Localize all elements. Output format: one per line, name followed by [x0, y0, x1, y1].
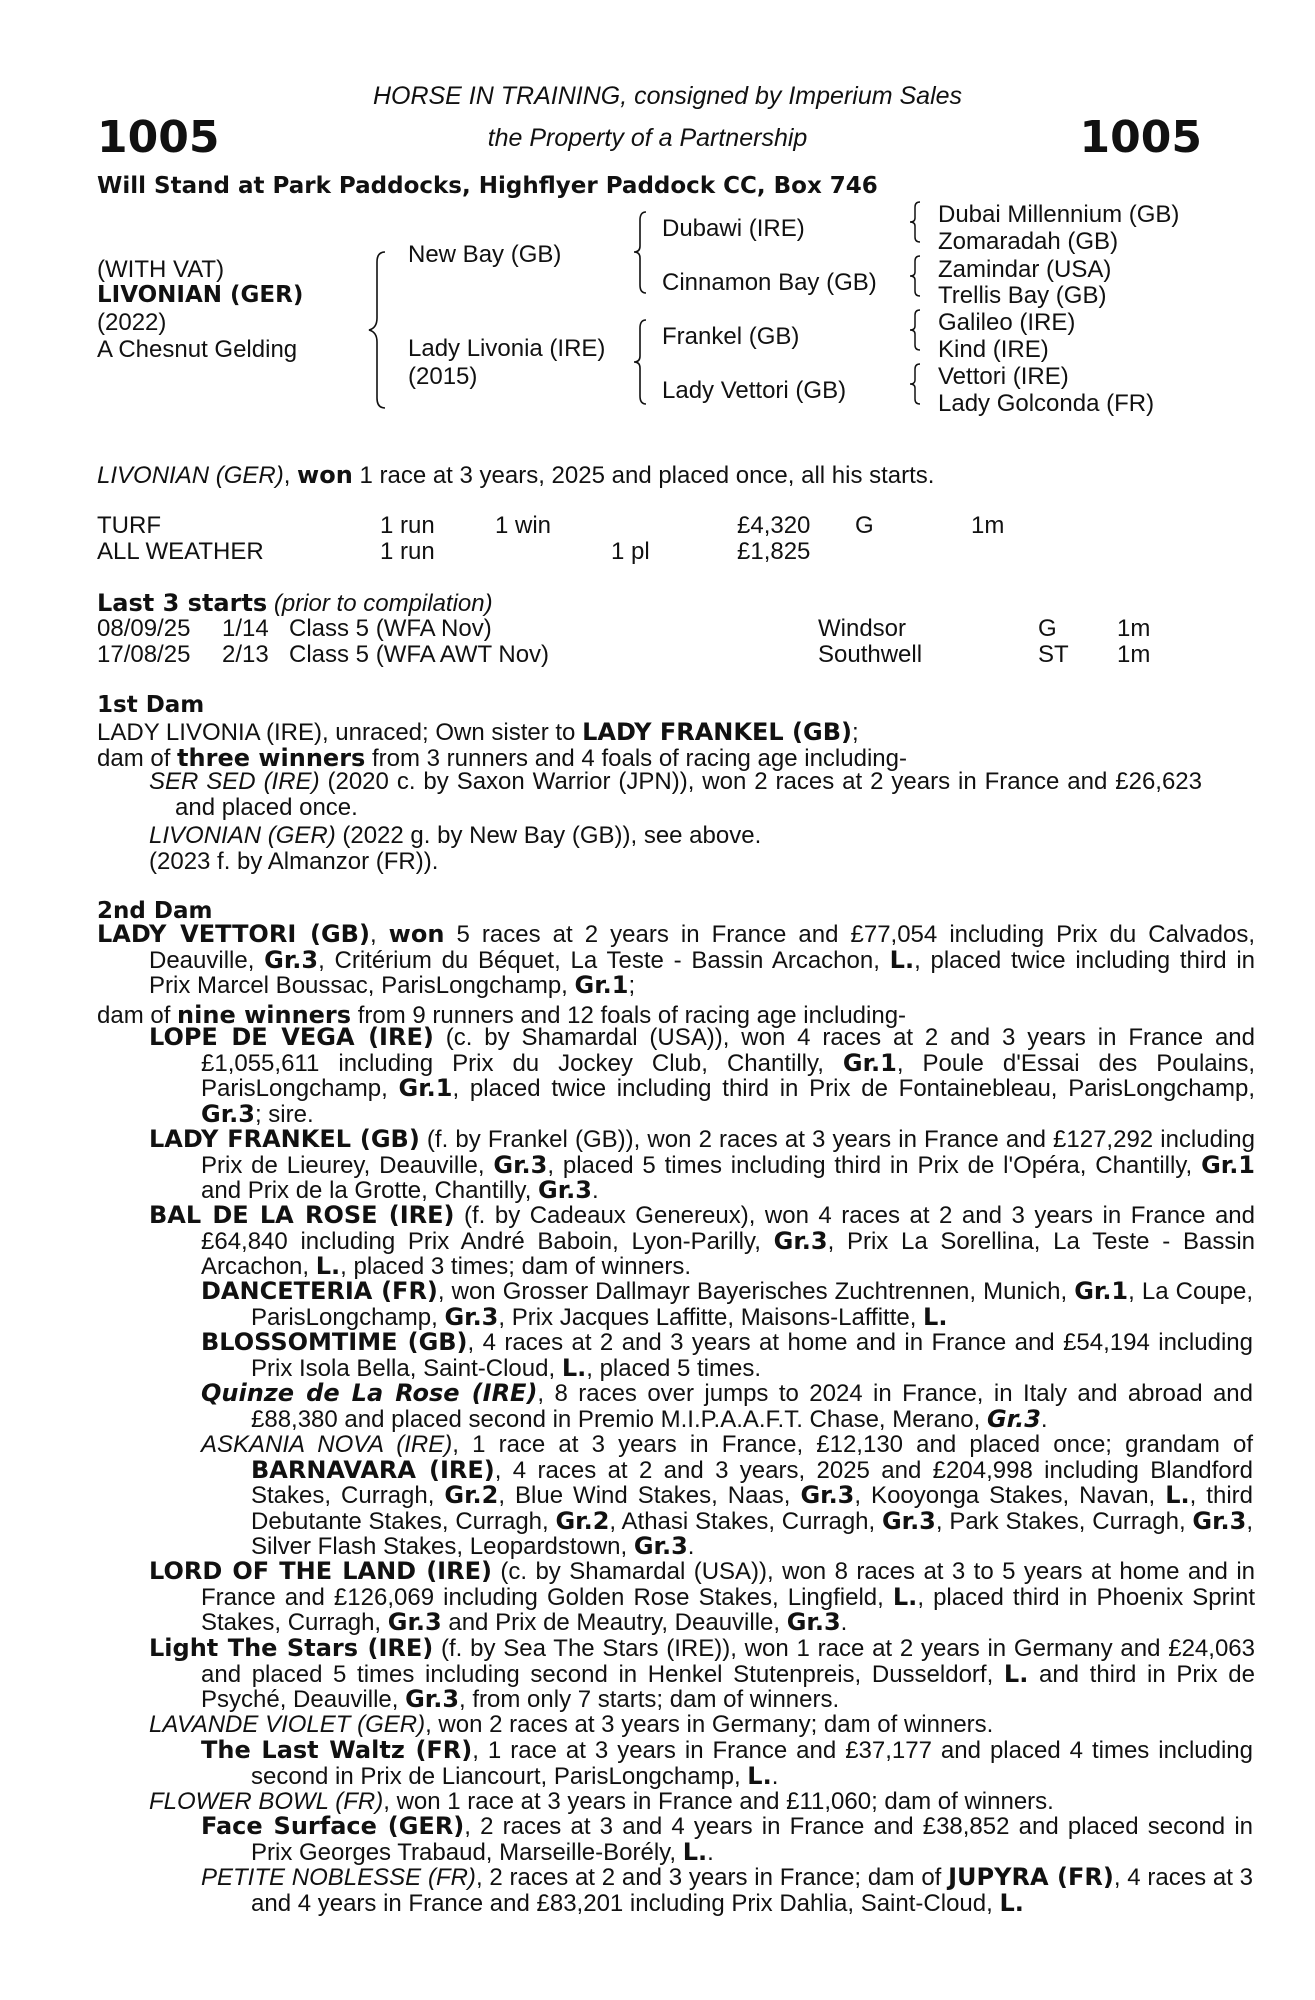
- start-distance: 1m: [1117, 615, 1151, 642]
- record-wins: 1 win: [495, 512, 552, 539]
- pedigree-g1: Dubai Millennium (GB): [938, 201, 1180, 228]
- first-dam-text: dam of: [97, 745, 178, 772]
- progeny-name: LORD OF THE LAND (IRE): [149, 1557, 492, 1585]
- grade: Gr.3: [800, 1481, 855, 1510]
- grade: L.: [561, 1353, 587, 1382]
- pedigree-dam-year: (2015): [408, 363, 478, 390]
- grade: Gr.2: [555, 1506, 610, 1535]
- pedigree-dam: Lady Livonia (IRE): [408, 335, 606, 362]
- last-starts-note: (prior to compilation): [273, 590, 493, 617]
- text: from 9 runners and 12 foals of racing age including-: [351, 1002, 907, 1029]
- text: , from only 7 starts; dam of winners.: [459, 1686, 840, 1714]
- first-dam-punct: ;: [851, 719, 859, 746]
- progeny-bal-de-la-rose: [149, 1203, 1255, 1280]
- start-position: 2/13: [222, 641, 269, 668]
- grade: L.: [889, 945, 915, 974]
- progeny-quinze-de-la-rose: [201, 1381, 1253, 1432]
- progeny-name: Light The Stars (IRE): [149, 1634, 434, 1662]
- grade: Gr.3: [773, 1226, 828, 1255]
- winners-count: nine winners: [177, 1001, 352, 1029]
- progeny-danceteria: [201, 1279, 1253, 1330]
- grade: Gr.3: [786, 1608, 841, 1637]
- second-dam-heading: 2nd Dam: [97, 898, 213, 924]
- grade: L.: [999, 1888, 1024, 1917]
- progeny-the-last-waltz: [201, 1738, 1253, 1789]
- summary-rest: 1 race at 3 years, 2025 and placed once, all his starts.: [352, 462, 935, 489]
- start-position: 1/14: [222, 615, 269, 642]
- progeny-lope-de-vega: [149, 1025, 1255, 1127]
- grade: Gr.1: [842, 1048, 897, 1077]
- pedigree-g4: Trellis Bay (GB): [938, 282, 1107, 309]
- location-line: Will Stand at Park Paddocks, Highflyer Paddock CC, Box 746: [97, 173, 878, 199]
- lot-number-left: 1005: [97, 112, 220, 163]
- grade: Gr.3: [264, 945, 319, 974]
- text: , third Debutante Stakes, Curragh,: [251, 1482, 1253, 1535]
- text: .: [707, 1838, 714, 1866]
- start-going: ST: [1038, 641, 1069, 668]
- text: , 8 races over jumps to 2024 in France, in Italy and abroad and £88,380 and placed second in Premio M.I.P.A.A.F.T. Chase, Merano,: [251, 1380, 1253, 1433]
- record-earnings: £1,825: [737, 538, 811, 565]
- dam-name: LADY VETTORI (GB): [97, 920, 370, 948]
- record-runs: 1 run: [380, 512, 435, 539]
- grade: Gr.3: [405, 1685, 460, 1714]
- text: (c. by Shamardal (USA)), won 8 races at 3 to 5 years at home and in France and £126,069 including Golden Rose Stakes, Lingfield,: [201, 1558, 1256, 1611]
- first-dam-winners: three winners: [177, 744, 366, 772]
- progeny-name: BAL DE LA ROSE (IRE): [149, 1201, 455, 1229]
- progeny-name: BLOSSOMTIME (GB): [201, 1328, 468, 1356]
- progeny-name: ASKANIA NOVA (IRE): [201, 1431, 453, 1458]
- progeny-2023: (2023 f. by Almanzor (FR)).: [149, 848, 439, 875]
- text: .: [687, 1533, 695, 1561]
- grade: Gr.3: [444, 1302, 499, 1331]
- pedigree-g6: Kind (IRE): [938, 336, 1049, 363]
- progeny-lady-frankel: [149, 1127, 1255, 1204]
- horse-year: (2022): [97, 309, 167, 336]
- progeny-lord-of-the-land: [149, 1559, 1255, 1636]
- progeny-name: LIVONIAN (GER): [149, 822, 336, 849]
- pedigree-sire-dam: Cinnamon Bay (GB): [662, 269, 877, 296]
- text: , Critérium du Béquet, La Teste - Bassin Arcachon,: [318, 946, 890, 974]
- pedigree-sire-sire: Dubawi (IRE): [662, 215, 805, 242]
- text: and Prix de la Grotte, Chantilly,: [201, 1177, 539, 1205]
- text: .: [771, 1762, 779, 1790]
- consignment-line: HORSE IN TRAINING, consigned by Imperium Sales: [372, 82, 963, 110]
- text: and Prix de Meautry, Deauville,: [441, 1609, 787, 1637]
- horse-name: LIVONIAN (GER): [97, 282, 304, 308]
- first-dam-text: from 3 runners and 4 foals of racing age including-: [365, 745, 907, 772]
- grade: Gr.3: [493, 1150, 548, 1179]
- text: , placed 5 times.: [586, 1354, 761, 1382]
- pedigree-g8: Lady Golconda (FR): [938, 390, 1155, 417]
- text: (f. by Cadeaux Genereux), won 4 races at 2 and 3 years in France and £64,840 including Prix André Baboin, Lyon-Parilly,: [201, 1202, 1255, 1255]
- pedigree-brace-main: [365, 250, 390, 410]
- pedigree-brace-dam: [630, 318, 650, 406]
- text: (f. by Frankel (GB)), won 2 races at 3 years in France and £127,292 including Prix de Lieurey, Deauville,: [201, 1126, 1255, 1179]
- text: and third in Prix de Psyché, Deauville,: [201, 1660, 1256, 1714]
- start-date: 17/08/25: [97, 641, 191, 668]
- grade: Gr.3: [633, 1532, 688, 1561]
- progeny-ser-sed: [149, 769, 1202, 820]
- start-date: 08/09/25: [97, 615, 191, 642]
- record-earnings: £4,320: [737, 512, 811, 539]
- text: , Athasi Stakes, Curragh,: [609, 1507, 882, 1535]
- record-runs: 1 run: [380, 538, 435, 565]
- pedigree-g2: Zomaradah (GB): [938, 228, 1119, 255]
- grade: L.: [315, 1252, 341, 1281]
- text: , 4 races at 2 and 3 years at home and in France and £54,194 including Prix Isola Bella, Saint-Cloud,: [251, 1329, 1253, 1382]
- pedigree-g5: Galileo (IRE): [938, 309, 1076, 336]
- grade: Gr.1: [1201, 1150, 1256, 1179]
- pedigree-g3: Zamindar (USA): [938, 256, 1112, 283]
- text: (f. by Sea The Stars (IRE)), won 1 race at 2 years in Germany and £24,063 and placed 5 times including second in Henkel Stutenpreis, Dusseldorf,: [201, 1635, 1255, 1688]
- grade: Gr.3: [201, 1099, 255, 1128]
- text: , 1 race at 3 years in France, £12,130 and placed once; grandam of: [452, 1431, 1253, 1458]
- progeny-lavande-violet: [149, 1712, 1203, 1738]
- grade: Gr.1: [398, 1074, 453, 1103]
- text: 5 races at 2 years in France and £77,054 including Prix du Calvados, Deauville,: [149, 921, 1255, 974]
- text: , 2 races at 2 and 3 years in France; dam of: [475, 1864, 949, 1891]
- first-dam-text: LADY LIVONIA (IRE), unraced; Own sister to: [97, 719, 583, 746]
- grade: Gr.3: [881, 1506, 936, 1535]
- pedigree-brace-g3: [906, 308, 924, 352]
- progeny-petite-noblesse: [201, 1865, 1253, 1916]
- text: ;: [628, 972, 636, 1000]
- text: ; sire.: [254, 1100, 314, 1128]
- grade: Gr.1: [574, 971, 629, 1000]
- text: , Silver Flash Stakes, Leopardstown,: [251, 1507, 1253, 1561]
- progeny-name: LAVANDE VIOLET (GER): [149, 1711, 426, 1738]
- summary-sep: ,: [283, 462, 298, 489]
- race-summary: [97, 463, 934, 488]
- text: , 1 race at 3 years in France and £37,177 and placed 4 times including second in Prix de Liancourt, ParisLongchamp,: [251, 1737, 1254, 1790]
- progeny-name: The Last Waltz (FR): [201, 1736, 473, 1764]
- second-dam-intro: [97, 922, 1255, 999]
- text: , placed 3 times; dam of winners.: [340, 1253, 691, 1281]
- text: ,: [369, 921, 389, 948]
- grade: Gr.3: [538, 1176, 592, 1205]
- horse-description: A Chesnut Gelding: [97, 336, 298, 363]
- grade: Gr.3: [986, 1404, 1041, 1433]
- text: , Poule d'Essai des Poulains, ParisLongchamp,: [201, 1049, 1256, 1103]
- grade: L.: [682, 1837, 708, 1866]
- grade: Gr.2: [444, 1481, 499, 1510]
- text: .: [840, 1609, 848, 1637]
- lot-number-right: 1005: [1079, 112, 1202, 163]
- first-dam-line-1: [97, 720, 859, 745]
- progeny-face-surface: [201, 1814, 1253, 1865]
- progeny-flower-bowl: [149, 1789, 1203, 1815]
- text: , placed twice including third in Prix Marcel Boussac, ParisLongchamp,: [149, 946, 1255, 1000]
- progeny-name: LADY FRANKEL (GB): [149, 1125, 420, 1153]
- text: , Blue Wind Stakes, Naas,: [498, 1482, 801, 1510]
- grandprogeny-name: JUPYRA (FR): [948, 1863, 1114, 1891]
- progeny-askania-nova: [201, 1432, 1253, 1560]
- grade: Gr.3: [387, 1608, 442, 1637]
- text: , placed twice including third in Prix de Fontainebleau, ParisLongchamp,: [452, 1075, 1255, 1103]
- start-race: Class 5 (WFA Nov): [289, 615, 492, 642]
- start-distance: 1m: [1117, 641, 1151, 668]
- pedigree-brace-g2: [906, 254, 924, 298]
- progeny-name: SER SED (IRE): [149, 768, 320, 795]
- won-label: won: [388, 920, 445, 948]
- text: , Prix La Sorellina, La Teste - Bassin Arcachon,: [201, 1227, 1255, 1281]
- pedigree-brace-g4: [906, 362, 924, 406]
- start-course: Windsor: [818, 615, 907, 642]
- progeny-blossomtime: [201, 1330, 1253, 1381]
- text: , 2 races at 3 and 4 years in France and £38,852 and placed second in Prix Georges Trabaud, Marseille-Borély,: [251, 1813, 1253, 1866]
- start-race: Class 5 (WFA AWT Nov): [289, 641, 550, 668]
- text: , won 2 races at 3 years in Germany; dam of winners.: [425, 1711, 994, 1738]
- text: , Kooyonga Stakes, Navan,: [854, 1482, 1166, 1510]
- grade: Gr.3: [1192, 1506, 1247, 1535]
- text: .: [591, 1177, 599, 1205]
- text: , Prix Jacques Laffitte, Maisons-Laffitte,: [498, 1303, 924, 1331]
- progeny-name: Quinze de La Rose (IRE): [201, 1379, 538, 1407]
- pedigree-brace-g1: [906, 200, 924, 244]
- progeny-name: DANCETERIA (FR): [201, 1277, 438, 1305]
- grade: L.: [923, 1302, 948, 1331]
- progeny-name: PETITE NOBLESSE (FR): [201, 1864, 476, 1891]
- text: , placed third in Phoenix Sprint Stakes, Curragh,: [201, 1583, 1255, 1637]
- text: (c. by Shamardal (USA)), won 4 races at 2 and 3 years in France and £1,055,611 including Prix du Jockey Club, Chantilly,: [201, 1024, 1255, 1077]
- progeny-name: FLOWER BOWL (FR): [149, 1788, 384, 1815]
- grade: L.: [747, 1761, 772, 1790]
- grandprogeny-name: BARNAVARA (IRE): [251, 1455, 495, 1484]
- text: .: [1040, 1405, 1048, 1433]
- pedigree-sire: New Bay (GB): [408, 241, 562, 268]
- text: dam of: [97, 1002, 178, 1029]
- record-going: G: [855, 512, 874, 539]
- progeny-livonian: [149, 824, 761, 848]
- text: , 4 races at 3 and 4 years in France and £83,201 including Prix Dahlia, Saint-Cloud,: [251, 1864, 1254, 1917]
- grade: L.: [1003, 1659, 1029, 1688]
- pedigree-brace-sire: [630, 210, 650, 295]
- text: , Park Stakes, Curragh,: [935, 1507, 1193, 1535]
- text: , 4 races at 2 and 3 years, 2025 and £204,998 including Blandford Stakes, Curragh,: [251, 1456, 1253, 1510]
- summary-name: LIVONIAN (GER): [97, 462, 284, 489]
- progeny-name: Face Surface (GER): [201, 1812, 465, 1840]
- pedigree-dam-dam: Lady Vettori (GB): [662, 377, 847, 404]
- first-dam-heading: 1st Dam: [97, 692, 205, 718]
- grade: Gr.1: [1074, 1277, 1129, 1305]
- last-starts-heading: [97, 591, 493, 616]
- vat-label: (WITH VAT): [97, 256, 225, 283]
- progeny-name: LOPE DE VEGA (IRE): [149, 1023, 434, 1051]
- pedigree-dam-sire: Frankel (GB): [662, 323, 800, 350]
- record-surface: ALL WEATHER: [97, 538, 264, 565]
- grade: L.: [1165, 1481, 1190, 1510]
- first-dam-sister: LADY FRANKEL (GB): [582, 718, 852, 746]
- property-line: the Property of a Partnership: [487, 124, 808, 152]
- progeny-text: (2022 g. by New Bay (GB)), see above.: [335, 822, 762, 849]
- summary-won: won: [297, 461, 353, 489]
- progeny-text: (2020 c. by Saxon Warrior (JPN)), won 2 races at 2 years in France and £26,623 and placed once.: [175, 768, 1202, 821]
- record-distance: 1m: [971, 512, 1005, 539]
- record-placed: 1 pl: [611, 538, 650, 565]
- text: , La Coupe, ParisLongchamp,: [251, 1278, 1254, 1331]
- progeny-light-the-stars: [149, 1636, 1255, 1713]
- text: , placed 5 times including third in Prix de l'Opéra, Chantilly,: [547, 1151, 1202, 1179]
- start-course: Southwell: [818, 641, 923, 668]
- last-starts-title: Last 3 starts: [97, 589, 268, 617]
- text: , won 1 race at 3 years in France and £11,060; dam of winners.: [383, 1788, 1054, 1815]
- grade: L.: [892, 1582, 918, 1611]
- pedigree-g7: Vettori (IRE): [938, 363, 1069, 390]
- start-going: G: [1038, 615, 1057, 642]
- text: , won Grosser Dallmayr Bayerisches Zuchtrennen, Munich,: [437, 1278, 1075, 1305]
- record-surface: TURF: [97, 512, 161, 539]
